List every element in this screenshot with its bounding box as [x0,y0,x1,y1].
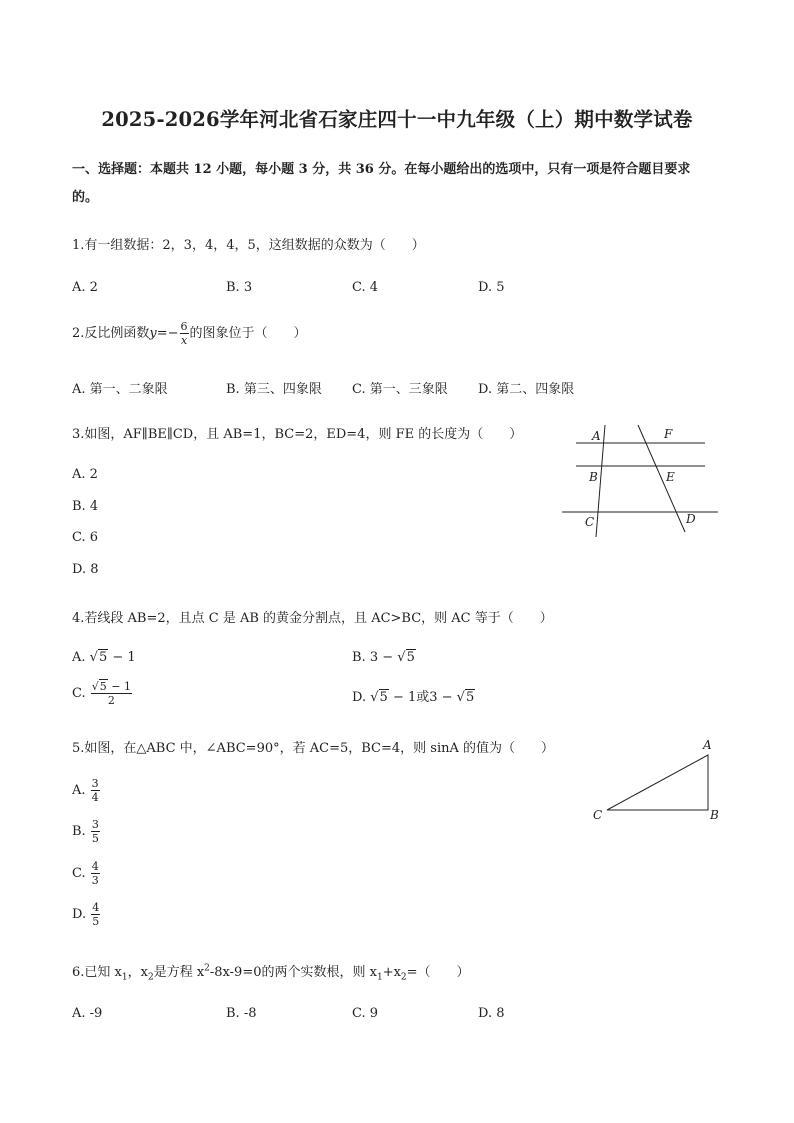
option-b-label: B. [352,650,366,665]
stem-part: ，x [127,965,148,980]
sqrt-symbol: √5 [89,650,108,665]
question-2-option-d: D. 第二、四象限 [478,382,575,397]
option-a-fraction [91,777,100,804]
subscript: 1 [121,972,128,983]
option-d-mid: − 1或3 − [388,690,457,705]
question-2-fraction-denominator: x [180,334,188,347]
question-5-option-a [72,777,101,804]
label-a: A [703,738,712,752]
option-b-label: B. [72,824,86,839]
question-6-option-d: D. 8 [478,1006,505,1021]
sqrt-symbol: √5 [456,690,475,705]
question-2-option-c: C. 第一、三象限 [352,382,448,397]
superscript: 2 [204,963,210,974]
stem-part: 是方程 x [153,965,205,980]
label-d: D [686,512,696,526]
transversal-fd [638,425,685,532]
option-a-rest: − 1 [108,650,136,665]
question-3-option-c: C. 6 [72,530,99,545]
option-c-fraction [91,860,100,887]
option-a-label: A. [72,783,86,798]
subscript: 2 [147,972,154,983]
question-2-function-lhs: y=− [149,326,179,341]
numerator: 3 [91,777,99,790]
radicand: 5 [465,690,475,705]
question-6-option-a: A. -9 [72,1006,103,1021]
numerator: 3 [91,818,99,831]
question-5-option-b [72,818,101,845]
label-c: C [593,808,603,822]
question-5-figure [585,733,725,828]
sqrt-symbol: √5 [397,650,415,665]
question-6-option-b: B. -8 [226,1006,257,1021]
question-6-option-c: C. 9 [352,1006,379,1021]
radicand: 5 [406,650,415,665]
question-2-stem-after: 的图象位于（ ） [189,326,307,341]
denominator: 5 [91,832,99,845]
option-c-rest: − 1 [107,680,131,693]
question-2-option-a: A. 第一、二象限 [72,382,168,397]
sqrt-symbol: √5 [370,690,388,705]
stem-part: 6.已知 x [72,965,122,980]
question-6-stem [72,961,470,983]
label-b: B [589,470,598,484]
question-3-option-b: B. 4 [72,499,99,514]
numerator: 4 [91,860,99,873]
question-5-option-d [72,901,101,928]
option-d-fraction [91,901,100,928]
option-b-fraction [91,818,100,845]
question-4-option-b [352,650,416,665]
radicand: 5 [379,690,388,705]
label-c: C [585,515,595,529]
denominator: 3 [91,874,99,887]
option-c-label: C. [72,866,86,881]
option-b-pre: 3 − [369,650,398,665]
question-4-option-a [72,650,136,665]
option-c-numerator [91,680,132,694]
denominator: 4 [91,791,99,804]
question-3-option-d: D. 8 [72,562,99,577]
question-2-fraction [180,320,189,347]
label-f: F [664,427,673,441]
question-1-option-a: A. 2 [72,280,98,295]
subscript: 1 [376,972,383,983]
option-d-label: D. [352,690,367,705]
triangle-abc [607,755,708,810]
question-1-option-c: C. 4 [352,280,379,295]
stem-part: -8x-9=0的两个实数根，则 x [209,965,377,980]
question-2-option-b: B. 第三、四象限 [226,382,322,397]
question-5-option-c [72,860,101,887]
stem-part: =（ ） [406,965,470,980]
question-1-option-d: D. 5 [478,280,505,295]
question-3-stem: 3.如图，AF∥BE∥CD，且 AB=1，BC=2，ED=4，则 FE 的长度为（ ） [72,427,523,442]
label-e: E [666,470,675,484]
question-5-stem: 5.如图，在△ABC 中，∠ABC=90°，若 AC=5，BC=4，则 sinA 的值为（ ） [72,741,555,756]
subscript: 2 [400,972,407,983]
section-heading-line1: 一、选择题：本题共 12 小题，每小题 3 分，共 36 分。在每小题给出的选项中，只有一项是符合题目要求 [72,162,691,177]
option-c-fraction [91,680,132,707]
question-3-option-a: A. 2 [72,467,98,482]
radicand: 5 [99,680,107,693]
question-2-stem-before: 2.反比例函数 [72,326,150,341]
question-1-option-b: B. 3 [226,280,253,295]
option-c-label: C. [72,686,86,701]
denominator: 5 [92,915,100,928]
stem-part: +x [382,965,401,980]
exam-title: 2025-2026学年河北省石家庄四十一中九年级（上）期中数学试卷 [101,108,693,131]
question-4-option-d [352,686,475,705]
question-2-stem [72,320,307,347]
option-c-denominator: 2 [107,694,115,707]
section-heading-line2: 的。 [72,190,99,205]
numerator: 4 [92,901,100,914]
question-2-fraction-numerator: 6 [180,320,188,333]
section-heading [72,156,732,212]
option-a-label: A. [72,650,86,665]
question-4-option-c [72,680,133,707]
label-a: A [592,429,601,443]
option-d-label: D. [72,907,87,922]
question-4-stem: 4.若线段 AB=2，且点 C 是 AB 的黄金分割点，且 AC>BC，则 AC 等于（ ） [72,611,553,626]
question-3-figure [560,420,725,545]
sqrt-symbol: √5 [91,680,107,693]
label-b: B [710,808,719,822]
question-1-stem: 1.有一组数据：2，3，4，4，5，这组数据的众数为（ ） [72,238,425,253]
radicand: 5 [98,650,108,665]
